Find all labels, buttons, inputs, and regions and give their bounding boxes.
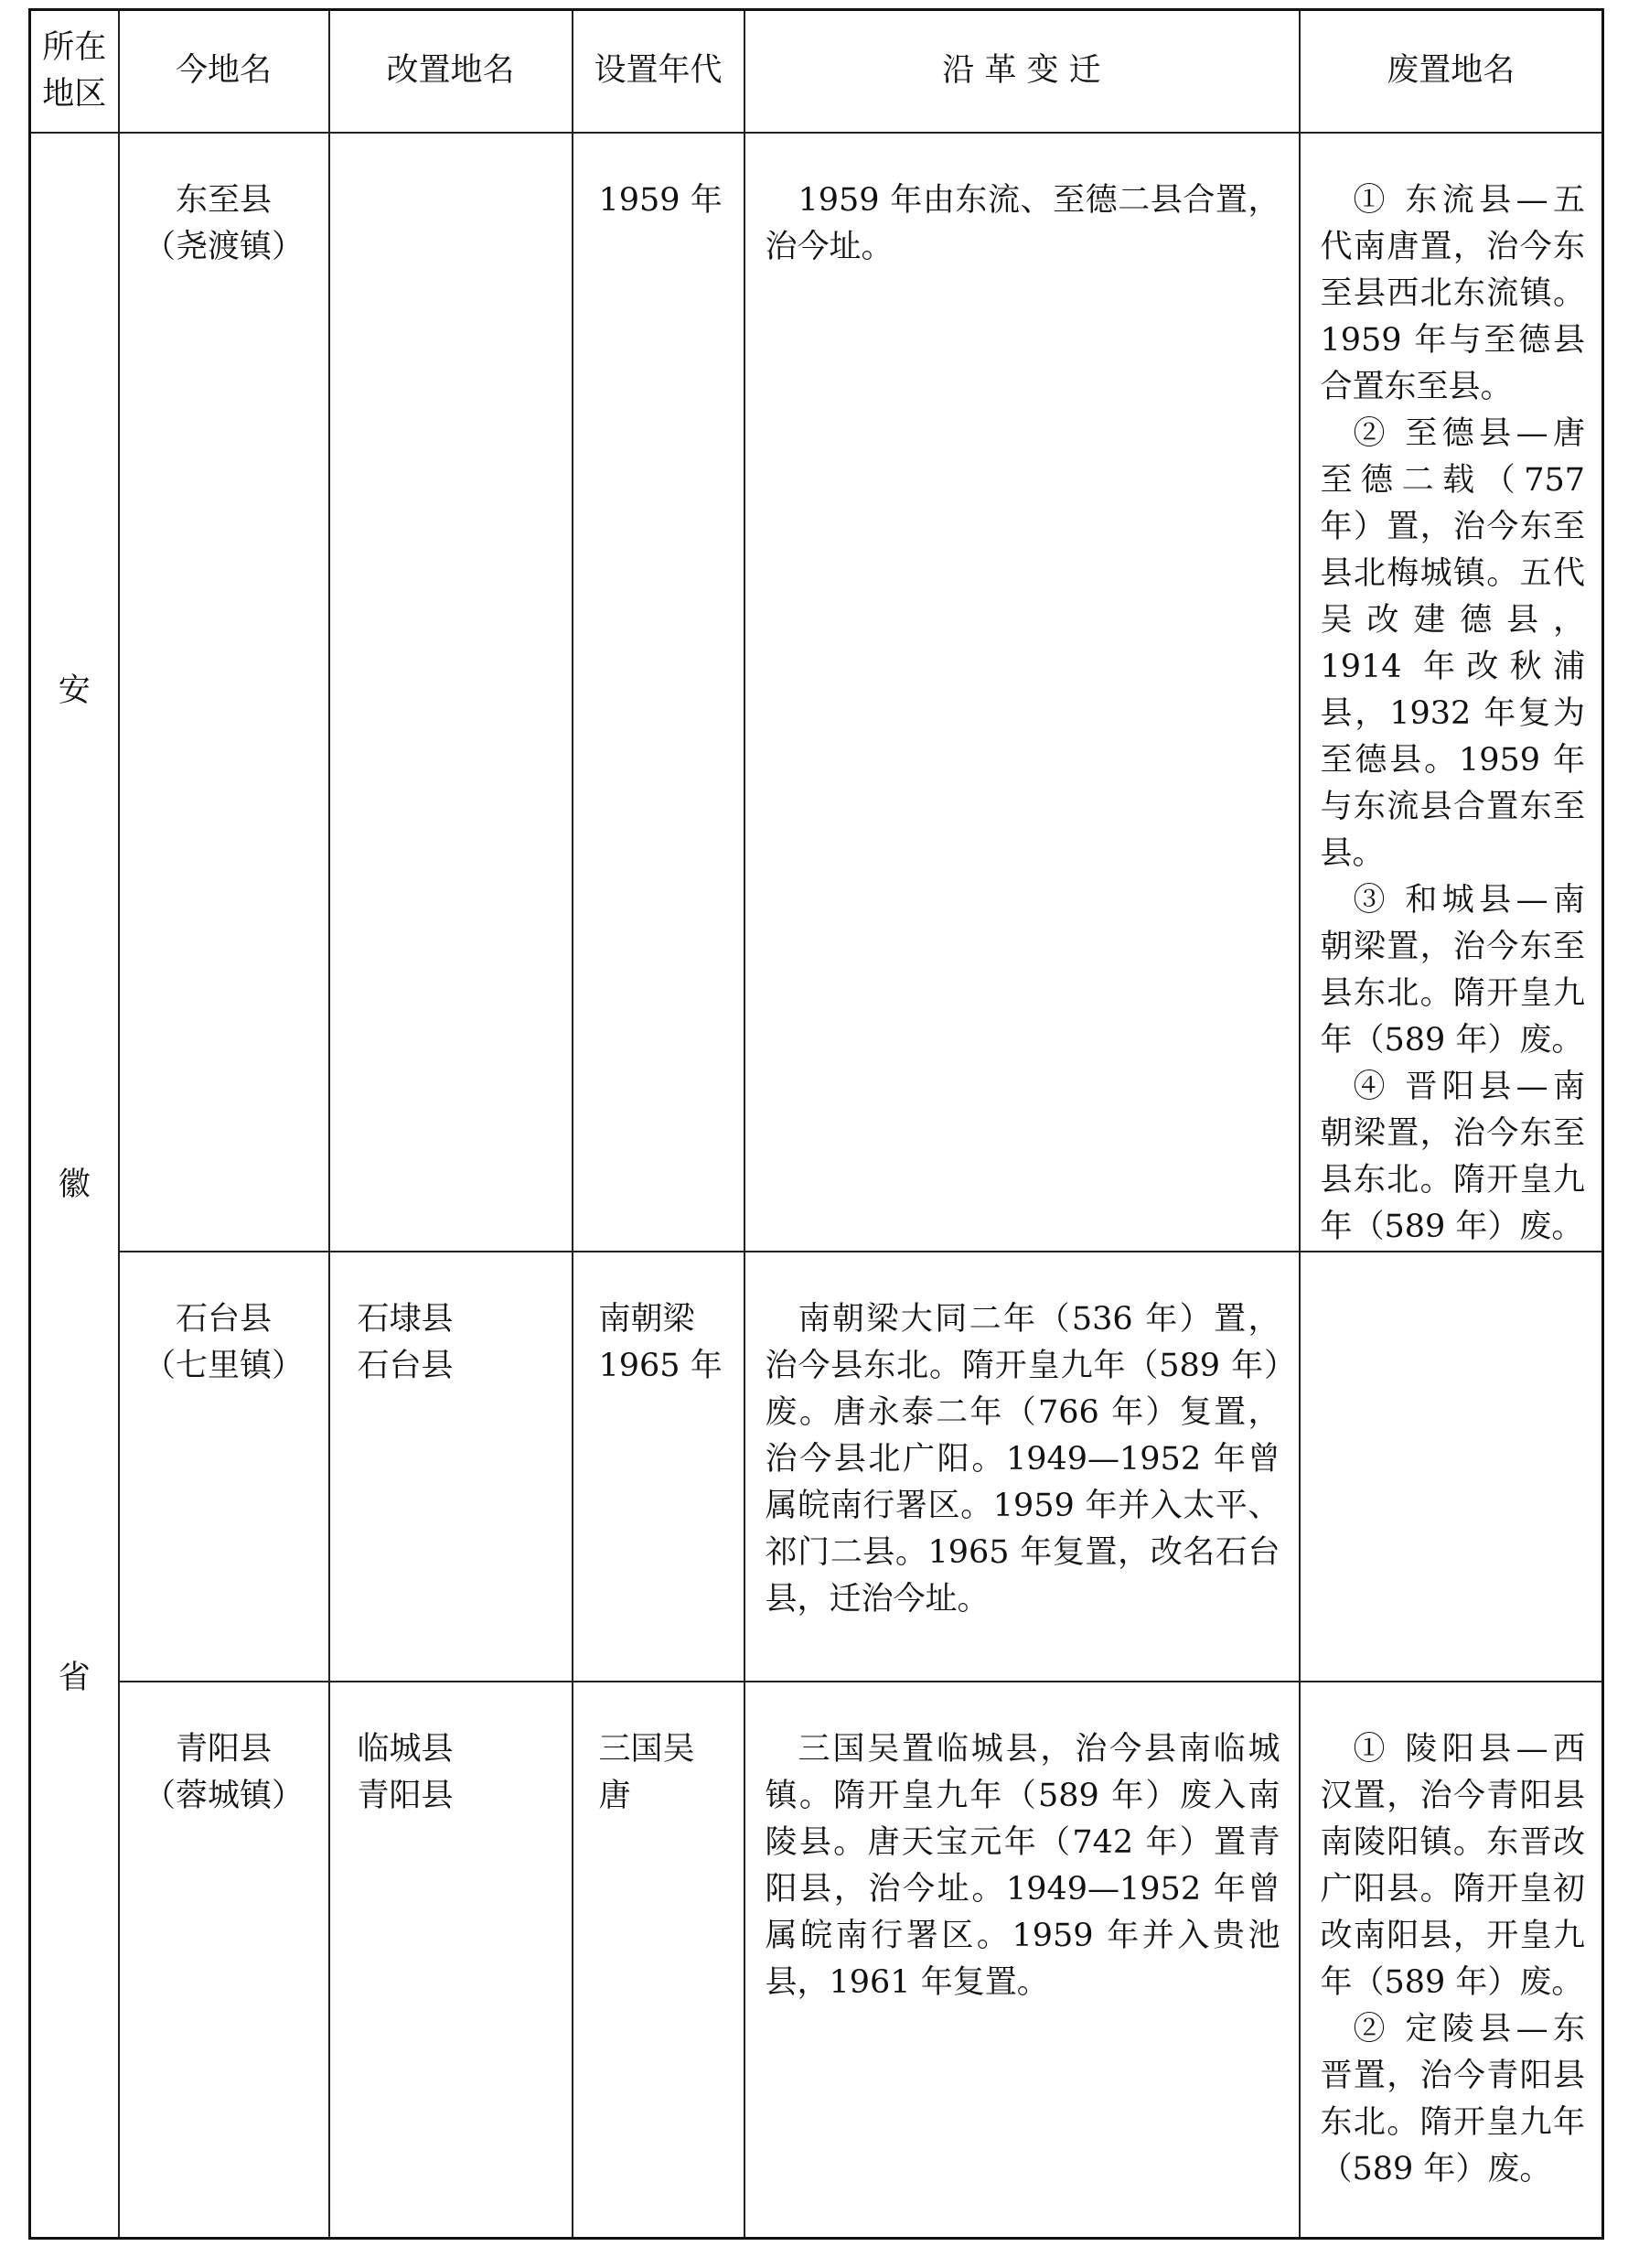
- region-char: 省: [58, 1660, 91, 1697]
- header-region-line: 地区: [42, 75, 107, 113]
- header-region-line: 所在: [42, 28, 107, 66]
- renamed-cell: [329, 1252, 573, 1682]
- header-history: 沿 革 变 迁: [744, 10, 1300, 133]
- renamed-cell: [329, 1682, 573, 2239]
- modern-name-cell: [119, 1682, 329, 2239]
- abolished-entry: ② 定陵县—东晋置，治今青阳县东北。隋开皇九年（589 年）废。: [1320, 2010, 1585, 2187]
- abolished-entry: ① 东流县—五代南唐置，治今东至县西北东流镇。1959 年与至德县合置东至县。: [1320, 181, 1585, 405]
- table-row: [30, 1252, 1603, 1682]
- abolished-cell: [1300, 1252, 1603, 1682]
- county-name: 石台县: [175, 1300, 272, 1338]
- abolished-entry: ① 陵阳县—西汉置，治今青阳县南陵阳镇。东晋改广阳县。隋开皇初改南阳县，开皇九年（589 年）废。: [1320, 1730, 1585, 2001]
- year-value: 1965 年: [598, 1347, 723, 1384]
- county-name: 青阳县: [175, 1730, 272, 1768]
- renamed-value: 青阳县: [357, 1777, 454, 1814]
- renamed-value: 临城县: [357, 1730, 454, 1768]
- header-year-set: 设置年代: [573, 10, 744, 133]
- header-modern-name: 今地名: [119, 10, 329, 133]
- abolished-entry: ② 至德县—唐至德二载（757 年）置，治今东至县北梅城镇。五代吴改建德县，1914 年改秋浦县，1932 年复为至德县。1959 年与东流县合置东至县。: [1320, 414, 1585, 872]
- year-value: 三国吴: [598, 1730, 695, 1768]
- history-text: 1959 年由东流、至德二县合置，治今址。: [765, 181, 1280, 265]
- header-abolished: 废置地名: [1300, 10, 1603, 133]
- gazetteer-table: [28, 8, 1604, 2240]
- renamed-value: 石埭县: [357, 1300, 454, 1338]
- region-char: 徽: [58, 1166, 91, 1203]
- county-seat: （七里镇）: [143, 1347, 304, 1384]
- renamed-cell: [329, 133, 573, 1252]
- history-text: 南朝梁大同二年（536 年）置，治今县东北。隋开皇九年（589 年）废。唐永泰二年（766 年）复置，治今县北广阳。1949—1952 年曾属皖南行署区。1959 年并入太平、祁门二县。1965 年复置，改名石台县，迁治今址。: [765, 1300, 1280, 1618]
- year-value: 南朝梁: [598, 1300, 695, 1338]
- region-char: 安: [58, 672, 91, 710]
- history-cell: [744, 1252, 1300, 1682]
- year-cell: [573, 1252, 744, 1682]
- history-text: 三国吴置临城县，治今县南临城镇。隋开皇九年（589 年）废入南陵县。唐天宝元年（742 年）置青阳县，治今址。1949—1952 年曾属皖南行署区。1959 年并入贵池县，1961 年复置。: [765, 1730, 1280, 2001]
- county-seat: （尧渡镇）: [143, 228, 304, 265]
- header-region: [30, 10, 119, 133]
- county-name: 东至县: [175, 181, 272, 219]
- year-cell: [573, 133, 744, 1252]
- history-cell: [744, 1682, 1300, 2239]
- modern-name-cell: [119, 1252, 329, 1682]
- table-row: [30, 1682, 1603, 2239]
- header-renamed: 改置地名: [329, 10, 573, 133]
- abolished-cell: [1300, 1682, 1603, 2239]
- abolished-entry: ③ 和城县—南朝梁置，治今东至县东北。隋开皇九年（589 年）废。: [1320, 881, 1585, 1059]
- year-value: 唐: [598, 1777, 631, 1814]
- county-seat: （蓉城镇）: [143, 1777, 304, 1814]
- history-cell: [744, 133, 1300, 1252]
- table-row: [30, 133, 1603, 1252]
- abolished-cell: [1300, 133, 1603, 1252]
- year-value: 1959 年: [598, 181, 723, 219]
- header-row: [30, 10, 1603, 133]
- region-cell: [30, 133, 119, 2239]
- modern-name-cell: [119, 133, 329, 1252]
- year-cell: [573, 1682, 744, 2239]
- abolished-entry: ④ 晋阳县—南朝梁置，治今东至县东北。隋开皇九年（589 年）废。: [1320, 1068, 1585, 1245]
- renamed-value: 石台县: [357, 1347, 454, 1384]
